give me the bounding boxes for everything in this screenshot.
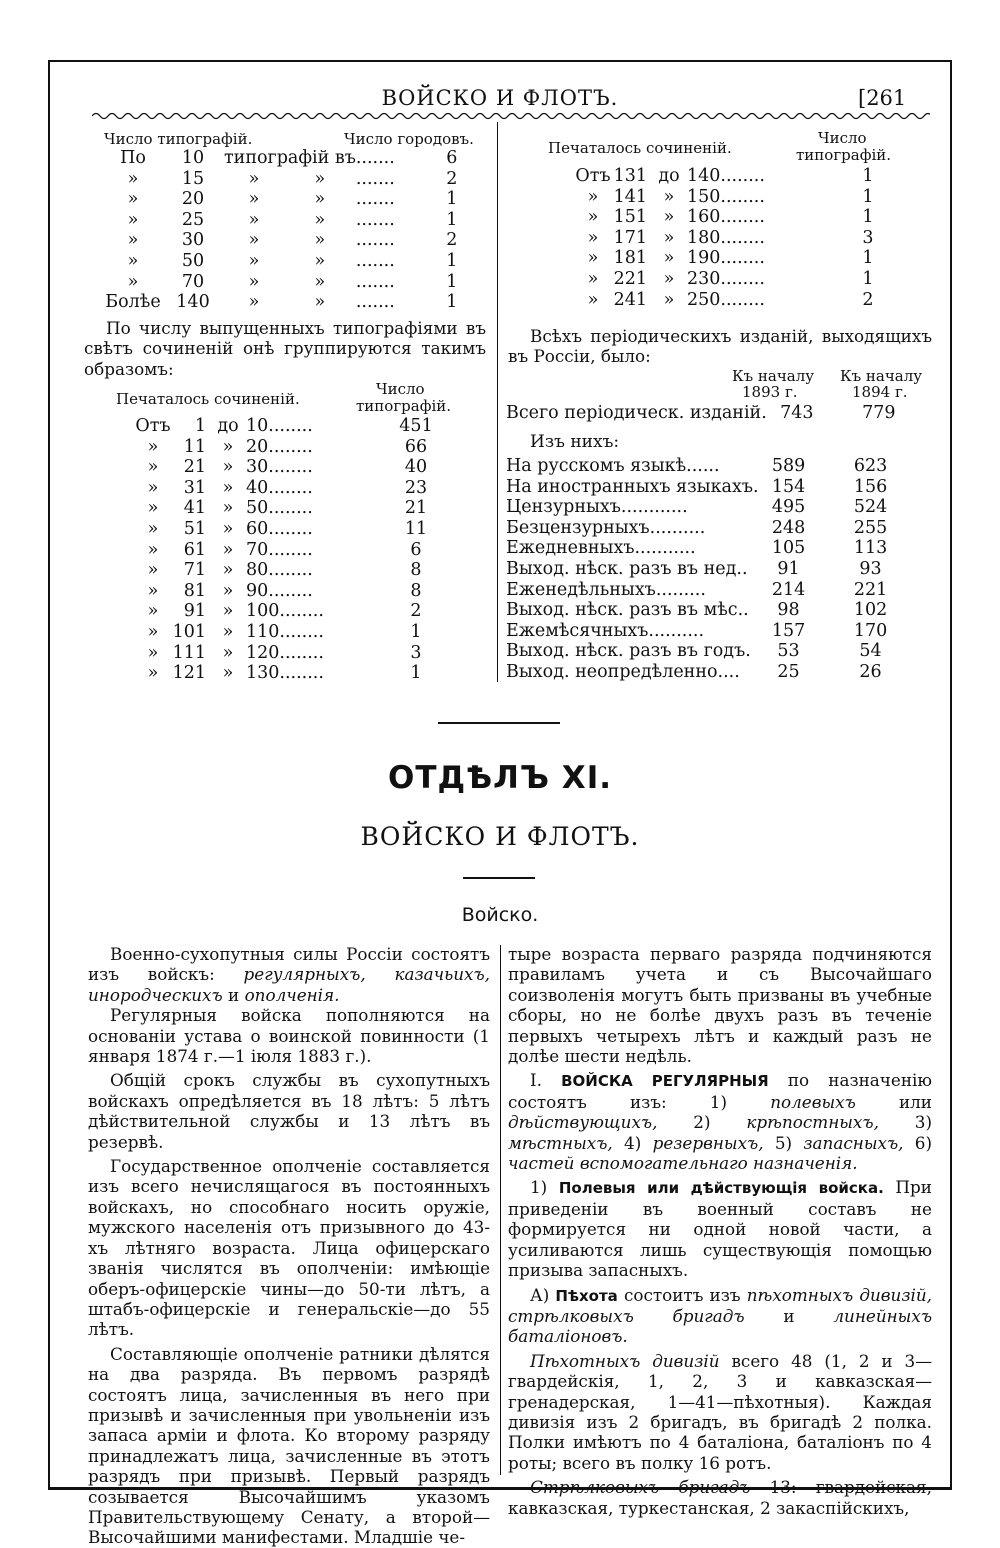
table-row: » 181 » 190........ 1	[587, 248, 874, 269]
col-head-printed-right: Печаталось сочиненій.	[548, 139, 732, 157]
paragraph: Государственное ополченіе составляется изъ всего нечислящагося въ постоянныхъ войскахъ, но способнаго носить оружіе, мужского населенія отъ призывного до 43-хъ лѣтняго возраста. Лица офицерскаго званія числятся въ ополченіи: имѣющіе оберъ-офицерскіе чины—до 50-ти лѣтъ, а штабъ-офицерскіе и генеральскіе—до 55 лѣтъ.	[88, 1156, 490, 1340]
paragraph: тыре возраста перваго разряда подчиняются правиламъ учета и съ Высочайшаго соизволенія могутъ быть призваны въ учебные сборы, но не болѣе двухъ разъ въ теченіе первыхъ четырехъ лѣтъ и каждый разъ не долѣе шести недѣль.	[508, 944, 932, 1067]
table-row: Всего періодическ. изданій. 743 779	[506, 403, 896, 423]
col-head-count-2: типографій.	[356, 397, 452, 415]
table-row: » 71 » 80........ 8	[147, 560, 422, 581]
table-row: Выход. нѣск. разъ въ мѣс.. 98 102	[506, 600, 888, 621]
paragraph: А) Пѣхота состоитъ изъ пѣхотныхъ дивизій, стрѣлковыхъ бригадъ и линейныхъ баталіоновъ.	[508, 1284, 932, 1347]
table-row: Выход. нѣск. разъ въ годъ. 53 54	[506, 641, 882, 662]
column-divider-top	[497, 122, 498, 682]
paragraph: Военно-сухопутныя силы Россіи состоятъ изъ войскъ: регулярныхъ, казачьихъ, инородческихъ и ополченія.	[88, 944, 491, 1005]
wavy-rule	[92, 110, 930, 122]
col-head-cities: Число городовъ.	[344, 130, 474, 148]
table-row: Ежедневныхъ........... 105 113	[506, 538, 888, 559]
table-row: » 91 » 100........ 2	[147, 601, 422, 622]
table-row: » 15 » » ....... 2	[127, 168, 458, 189]
table-row: Выход. нѣск. разъ въ нед.. 91 93	[506, 558, 882, 579]
table-row: Отъ 1 до 10........ 451	[135, 416, 433, 436]
table-row: На иностранныхъ языкахъ. 154 156	[506, 476, 888, 497]
table-works-printed-right	[575, 166, 887, 310]
table-periodicals-breakdown	[506, 456, 923, 683]
table-row: » 70 » » ....... 1	[127, 271, 458, 292]
table-row: » 141 » 150........ 1	[587, 186, 874, 207]
col-head-printed: Печаталось сочиненій.	[116, 390, 300, 408]
table-row: » 241 » 250........ 2	[587, 289, 874, 310]
table-row: Выход. неопредѣленно.... 25 26	[506, 661, 882, 682]
column-divider-body	[500, 945, 501, 1475]
paragraph: Составляющіе ополченіе ратники дѣлятся на два разряда. Въ первомъ разрядѣ состоятъ лица, зачисленныя въ него при призывѣ и зачисленныя при увольненіи изъ запаса арміи и флота. Ко второму разряду принадлежатъ лица, зачисленные въ этотъ разрядъ при призывѣ. Первый разрядъ созывается Высочайшимъ указомъ Правительствующему Сенату, а второй—Высочайшими манифестами. Младшіе че-	[88, 1343, 490, 1548]
table-row: Безцензурныхъ.......... 248 255	[506, 517, 888, 538]
paragraph: 1) Полевыя или дѣйствующія войска. При приведеніи въ военный составъ не формируется ни одной новой части, а усиливаются лишь существующія помощью призыва запасныхъ.	[508, 1177, 932, 1281]
table-row: » 20 » » ....... 1	[127, 189, 458, 210]
table-row: » 111 » 120........ 3	[147, 642, 422, 663]
table-row: » 41 » 50........ 21	[147, 498, 428, 519]
col-head-1893-a: Къ началу	[732, 367, 815, 385]
of-them-label: Изъ нихъ:	[530, 432, 620, 452]
table-row: » 101 » 110........ 1	[147, 621, 422, 642]
paragraph: Общій срокъ службы въ сухопутныхъ войскахъ опредѣляется въ 18 лѣтъ: 5 лѣтъ дѣйствительной службы и 13 лѣтъ въ резервѣ.	[88, 1070, 490, 1152]
table-row: » 30 » » ....... 2	[127, 230, 458, 251]
body-left-column	[88, 944, 490, 1548]
table-row: По 10 типографій въ ....... 6	[120, 148, 458, 168]
col-head-1894-a: Къ началу	[840, 367, 923, 385]
col-head-1894-b: 1894 г.	[852, 383, 908, 401]
section-number: ОТДѢЛЪ XI.	[387, 760, 613, 796]
table-total-periodicals	[506, 403, 931, 424]
section-title: ВОЙСКО И ФЛОТЪ.	[360, 822, 640, 851]
table-row: » 61 » 70........ 6	[147, 539, 422, 560]
table-row: » 81 » 90........ 8	[147, 580, 422, 601]
right-intro-paragraph: Всѣхъ періодическихъ изданій, выходящихъ въ Россіи, было:	[508, 326, 932, 367]
table-row: » 171 » 180........ 3	[587, 227, 874, 248]
paragraph: I. ВОЙСКА РЕГУЛЯРНЫЯ по назначенію состоятъ изъ: 1) полевыхъ или дѣйствующихъ, 2) крѣпостныхъ, 3) мѣстныхъ, 4) резервныхъ, 5) запасныхъ, 6) частей вспомогательнаго назначенія.	[508, 1070, 932, 1174]
table-row: Еженедѣльныхъ......... 214 221	[506, 579, 888, 600]
section-rule-top	[438, 722, 560, 724]
table-row: » 50 » » ....... 1	[127, 250, 458, 271]
table-row: » 31 » 40........ 23	[147, 477, 428, 498]
body-right-column	[508, 944, 932, 1518]
table-row: » 21 » 30........ 40	[147, 457, 428, 478]
col-head-count-right-2: типографій.	[796, 146, 892, 164]
table-works-printed-left	[134, 416, 436, 684]
table-row: Болѣе 140 » » ....... 1	[105, 292, 458, 313]
table-row: Ежемѣсячныхъ.......... 157 170	[506, 620, 888, 641]
section-subtitle: Войско.	[461, 904, 539, 926]
table-row: » 221 » 230........ 1	[587, 268, 874, 289]
paragraph: Регулярныя войска пополняются на основаніи устава о воинской повинности (1 января 1874 г.—1 іюля 1883 г.).	[88, 1005, 490, 1067]
paragraph: Пѣхотныхъ дивизій всего 48 (1, 2 и 3—гвардейскія, 1, 2, 3 и кавказская—гренадерская, 1—41—пѣхотныя). Каждая дивизія изъ 2 бригадъ, въ бригадѣ 2 полка. Полки имѣютъ по 4 баталіона, баталіонъ по 4 роты; всего въ полку 16 ротъ.	[508, 1350, 932, 1473]
col-head-typographies: Число типографій.	[104, 130, 253, 148]
table-row: » 51 » 60........ 11	[147, 518, 428, 539]
table-row: » 121 » 130........ 1	[147, 663, 422, 684]
table-typographies-by-city	[104, 148, 468, 313]
running-title: ВОЙСКО И ФЛОТЪ.	[381, 86, 619, 110]
table-row: » 151 » 160........ 1	[587, 207, 874, 228]
table-row: На русскомъ языкѣ...... 589 623	[506, 456, 888, 476]
left-intro-paragraph: По числу выпущенныхъ типографіями въ свѣтъ сочиненій онѣ группируются такимъ образомъ:	[84, 318, 486, 379]
table-row: Отъ 131 до 140........ 1	[575, 166, 874, 186]
page-number: [261	[858, 86, 907, 110]
table-row: Цензурныхъ............ 495 524	[506, 497, 888, 518]
col-head-1893-b: 1893 г.	[742, 383, 798, 401]
col-head-count-1: Число	[376, 380, 425, 398]
table-row: » 25 » » ....... 1	[127, 209, 458, 230]
paragraph: Стрѣлковыхъ бригадъ 13: гвардейская, кавказская, туркестанская, 2 закаспійскихъ,	[508, 1477, 932, 1518]
section-rule-bottom	[463, 877, 535, 879]
table-row: » 11 » 20........ 66	[147, 436, 428, 457]
col-head-count-right-1: Число	[818, 129, 867, 147]
